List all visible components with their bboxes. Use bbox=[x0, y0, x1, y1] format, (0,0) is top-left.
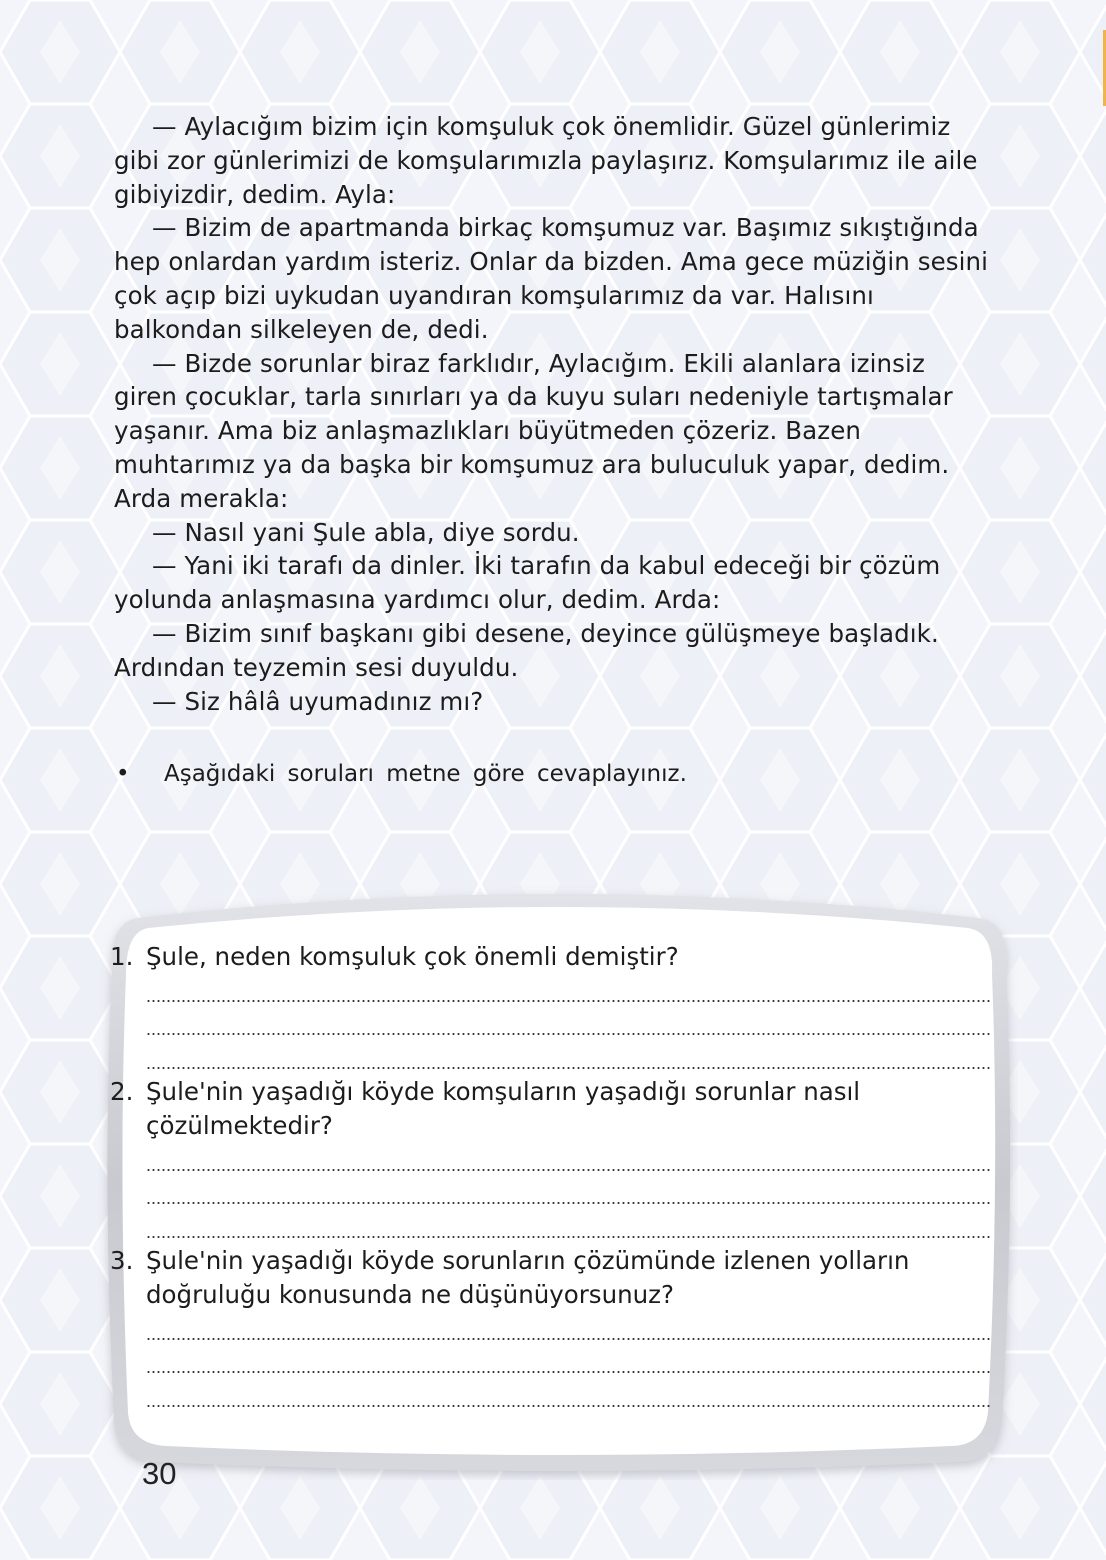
answer-line[interactable] bbox=[146, 1312, 990, 1346]
story-paragraph: — Nasıl yani Şule abla, diye sordu. bbox=[152, 517, 580, 547]
answer-line[interactable] bbox=[146, 1210, 990, 1244]
question-list bbox=[110, 940, 990, 1413]
question-item bbox=[110, 1244, 990, 1312]
answer-line[interactable] bbox=[146, 1379, 990, 1413]
bullet-icon: • bbox=[116, 761, 130, 787]
question-text: Şule'nin yaşadığı köyde sorunların çözümünde izlenen yolların doğruluğu konusunda ne düşünüyorsunuz? bbox=[146, 1246, 910, 1309]
story-paragraph: — Bizim sınıf başkanı gibi desene, deyince gülüşmeye başladık. Ardından teyzemin sesi duyuldu. bbox=[114, 618, 939, 682]
answer-line[interactable] bbox=[146, 1143, 990, 1177]
question-number: 3. bbox=[110, 1246, 134, 1276]
story-paragraph: — Siz hâlâ uyumadınız mı? bbox=[152, 686, 484, 716]
instruction bbox=[116, 757, 916, 791]
instruction-text: Aşağıdaki soruları metne göre cevaplayınız. bbox=[164, 761, 687, 787]
answer-line[interactable] bbox=[146, 974, 990, 1008]
answer-line[interactable] bbox=[146, 1041, 990, 1075]
question-number: 1. bbox=[110, 942, 134, 971]
answer-line[interactable] bbox=[146, 1008, 990, 1042]
question-item bbox=[110, 940, 990, 974]
question-number: 2. bbox=[110, 1077, 134, 1107]
question-text: Şule'nin yaşadığı köyde komşuların yaşadığı sorunlar nasıl çözülmektedir? bbox=[146, 1077, 861, 1140]
page-number: 30 bbox=[142, 1456, 177, 1491]
question-text: Şule, neden komşuluk çok önemli demiştir? bbox=[146, 942, 679, 971]
story-paragraph: — Yani iki tarafı da dinler. İki tarafın da kabul edeceği bir çözüm yolunda anlaşmasına yardımcı olur, dedim. Arda: bbox=[114, 551, 941, 615]
story-text bbox=[114, 110, 994, 718]
story-paragraph: — Aylacığım bizim için komşuluk çok önemlidir. Güzel günlerimiz gibi zor günlerimizi de komşularımızla paylaşırız. Komşularımız ile aile gibiyizdir, dedim. Ayla: bbox=[114, 112, 978, 209]
question-item bbox=[110, 1075, 990, 1143]
answer-line[interactable] bbox=[146, 1177, 990, 1211]
answer-line[interactable] bbox=[146, 1346, 990, 1380]
story-paragraph: — Bizim de apartmanda birkaç komşumuz var. Başımız sıkıştığında hep onlardan yardım isteriz. Onlar da bizden. Ama gece müziğin sesini çok açıp bizi uykudan uyandıran komşularımız da var. Halısını balkondan silkeleyen de, dedi. bbox=[114, 213, 989, 344]
story-paragraph: — Bizde sorunlar biraz farklıdır, Aylacığım. Ekili alanlara izinsiz giren çocuklar, tarla sınırları ya da kuyu suları nedeniyle tartışmalar yaşanır. Ama biz anlaşmazlıkları büyütmeden çözeriz. Bazen muhtarımız ya da başka bir komşumuz ara buluculuk yapar, dedim. Arda merakla: bbox=[114, 348, 953, 513]
